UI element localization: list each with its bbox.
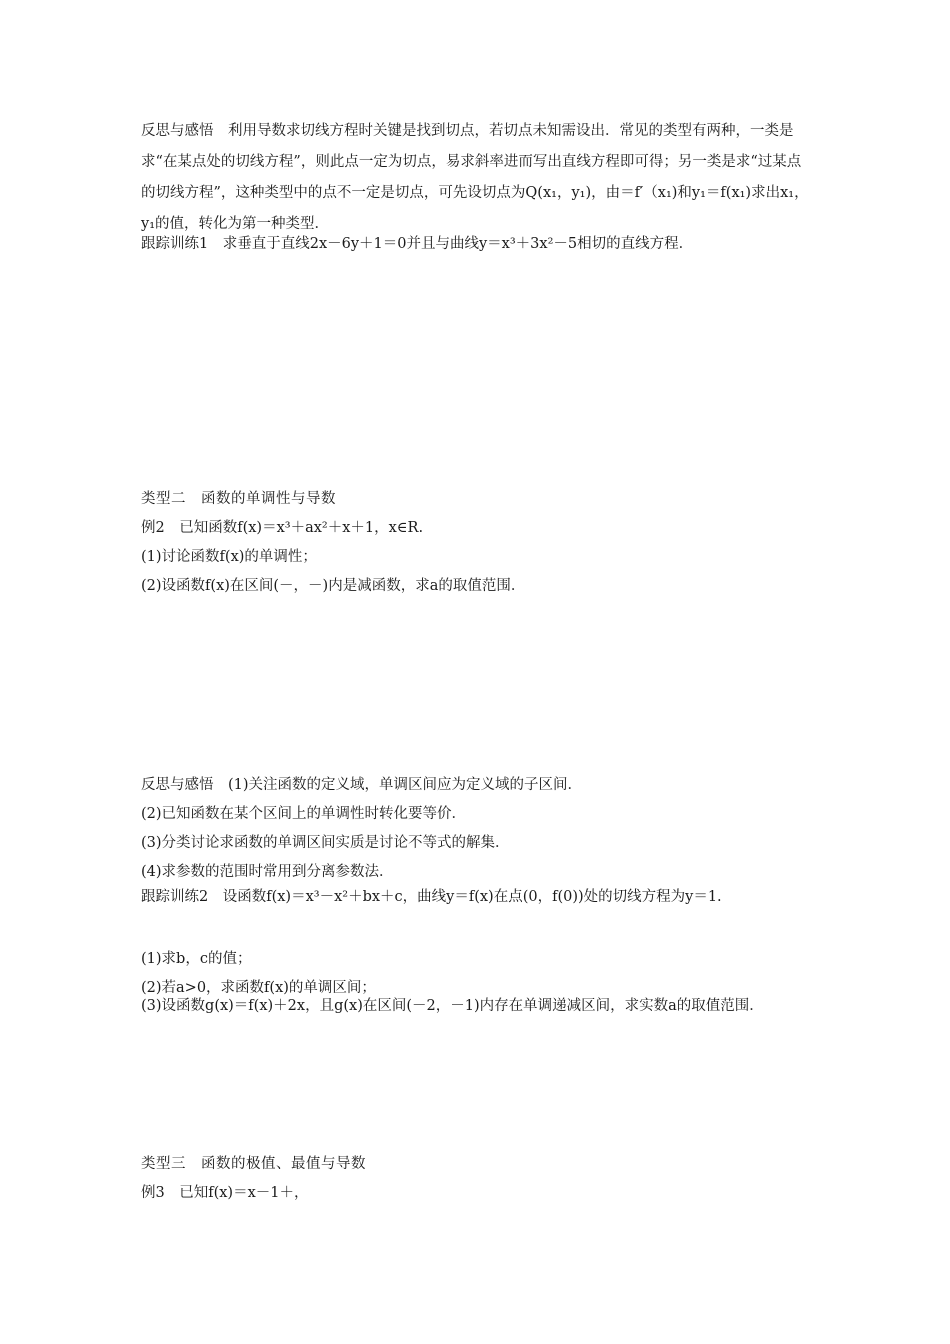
reflection-2-line-4: (4)求参数的范围时常用到分离参数法．: [141, 864, 394, 880]
section-type-2-title: 类型二 函数的单调性与导数: [141, 491, 336, 507]
tracking-exercise-2-question-1: (1)求b，c的值；: [141, 951, 252, 967]
reflection-2-line-3: (3)分类讨论求函数的单调区间实质是讨论不等式的解集．: [141, 835, 510, 851]
reflection-2-line-2: (2)已知函数在某个区间上的单调性时转化要等价．: [141, 806, 467, 822]
reflection-2-line-1: 反思与感悟 (1)关注函数的定义域，单调区间应为定义域的子区间．: [141, 777, 583, 793]
reflection-paragraph-1: 反思与感悟 利用导数求切线方程时关键是找到切点，若切点未知需设出．常见的类型有两种，一类是求“在某点处的切线方程”，则此点一定为切点，易求斜率进而写出直线方程即可得；另一类是求“过某点的切线方程”，这种类型中的点不一定是切点，可先设切点为Q(x₁，y₁)，由＝f′（x₁)和y₁＝f(x₁)求出x₁，y₁的值，转化为第一种类型．: [141, 123, 809, 232]
tracking-exercise-2-question-2: (2)若a>0，求函数f(x)的单调区间；: [141, 980, 376, 996]
example-3: 例3 已知f(x)＝x－1＋，: [141, 1185, 309, 1201]
section-type-3-title: 类型三 函数的极值、最值与导数: [141, 1156, 366, 1172]
tracking-exercise-1: 跟踪训练1 求垂直于直线2x－6y＋1＝0并且与曲线y＝x³＋3x²－5相切的直线方程．: [141, 236, 694, 252]
example-2: 例2 已知函数f(x)＝x³＋ax²＋x＋1，x∈R.: [141, 520, 424, 536]
tracking-exercise-2-question-3: (3)设函数g(x)＝f(x)＋2x，且g(x)在区间(－2，－1)内存在单调递减区间，求实数a的取值范围．: [141, 998, 764, 1014]
tracking-exercise-2: 跟踪训练2 设函数f(x)＝x³－x²＋bx＋c，曲线y＝f(x)在点(0，f(0))处的切线方程为y＝1.: [141, 889, 722, 905]
example-2-question-1: (1)讨论函数f(x)的单调性；: [141, 549, 317, 565]
example-2-question-2: (2)设函数f(x)在区间(－，－)内是减函数，求a的取值范围．: [141, 578, 526, 594]
